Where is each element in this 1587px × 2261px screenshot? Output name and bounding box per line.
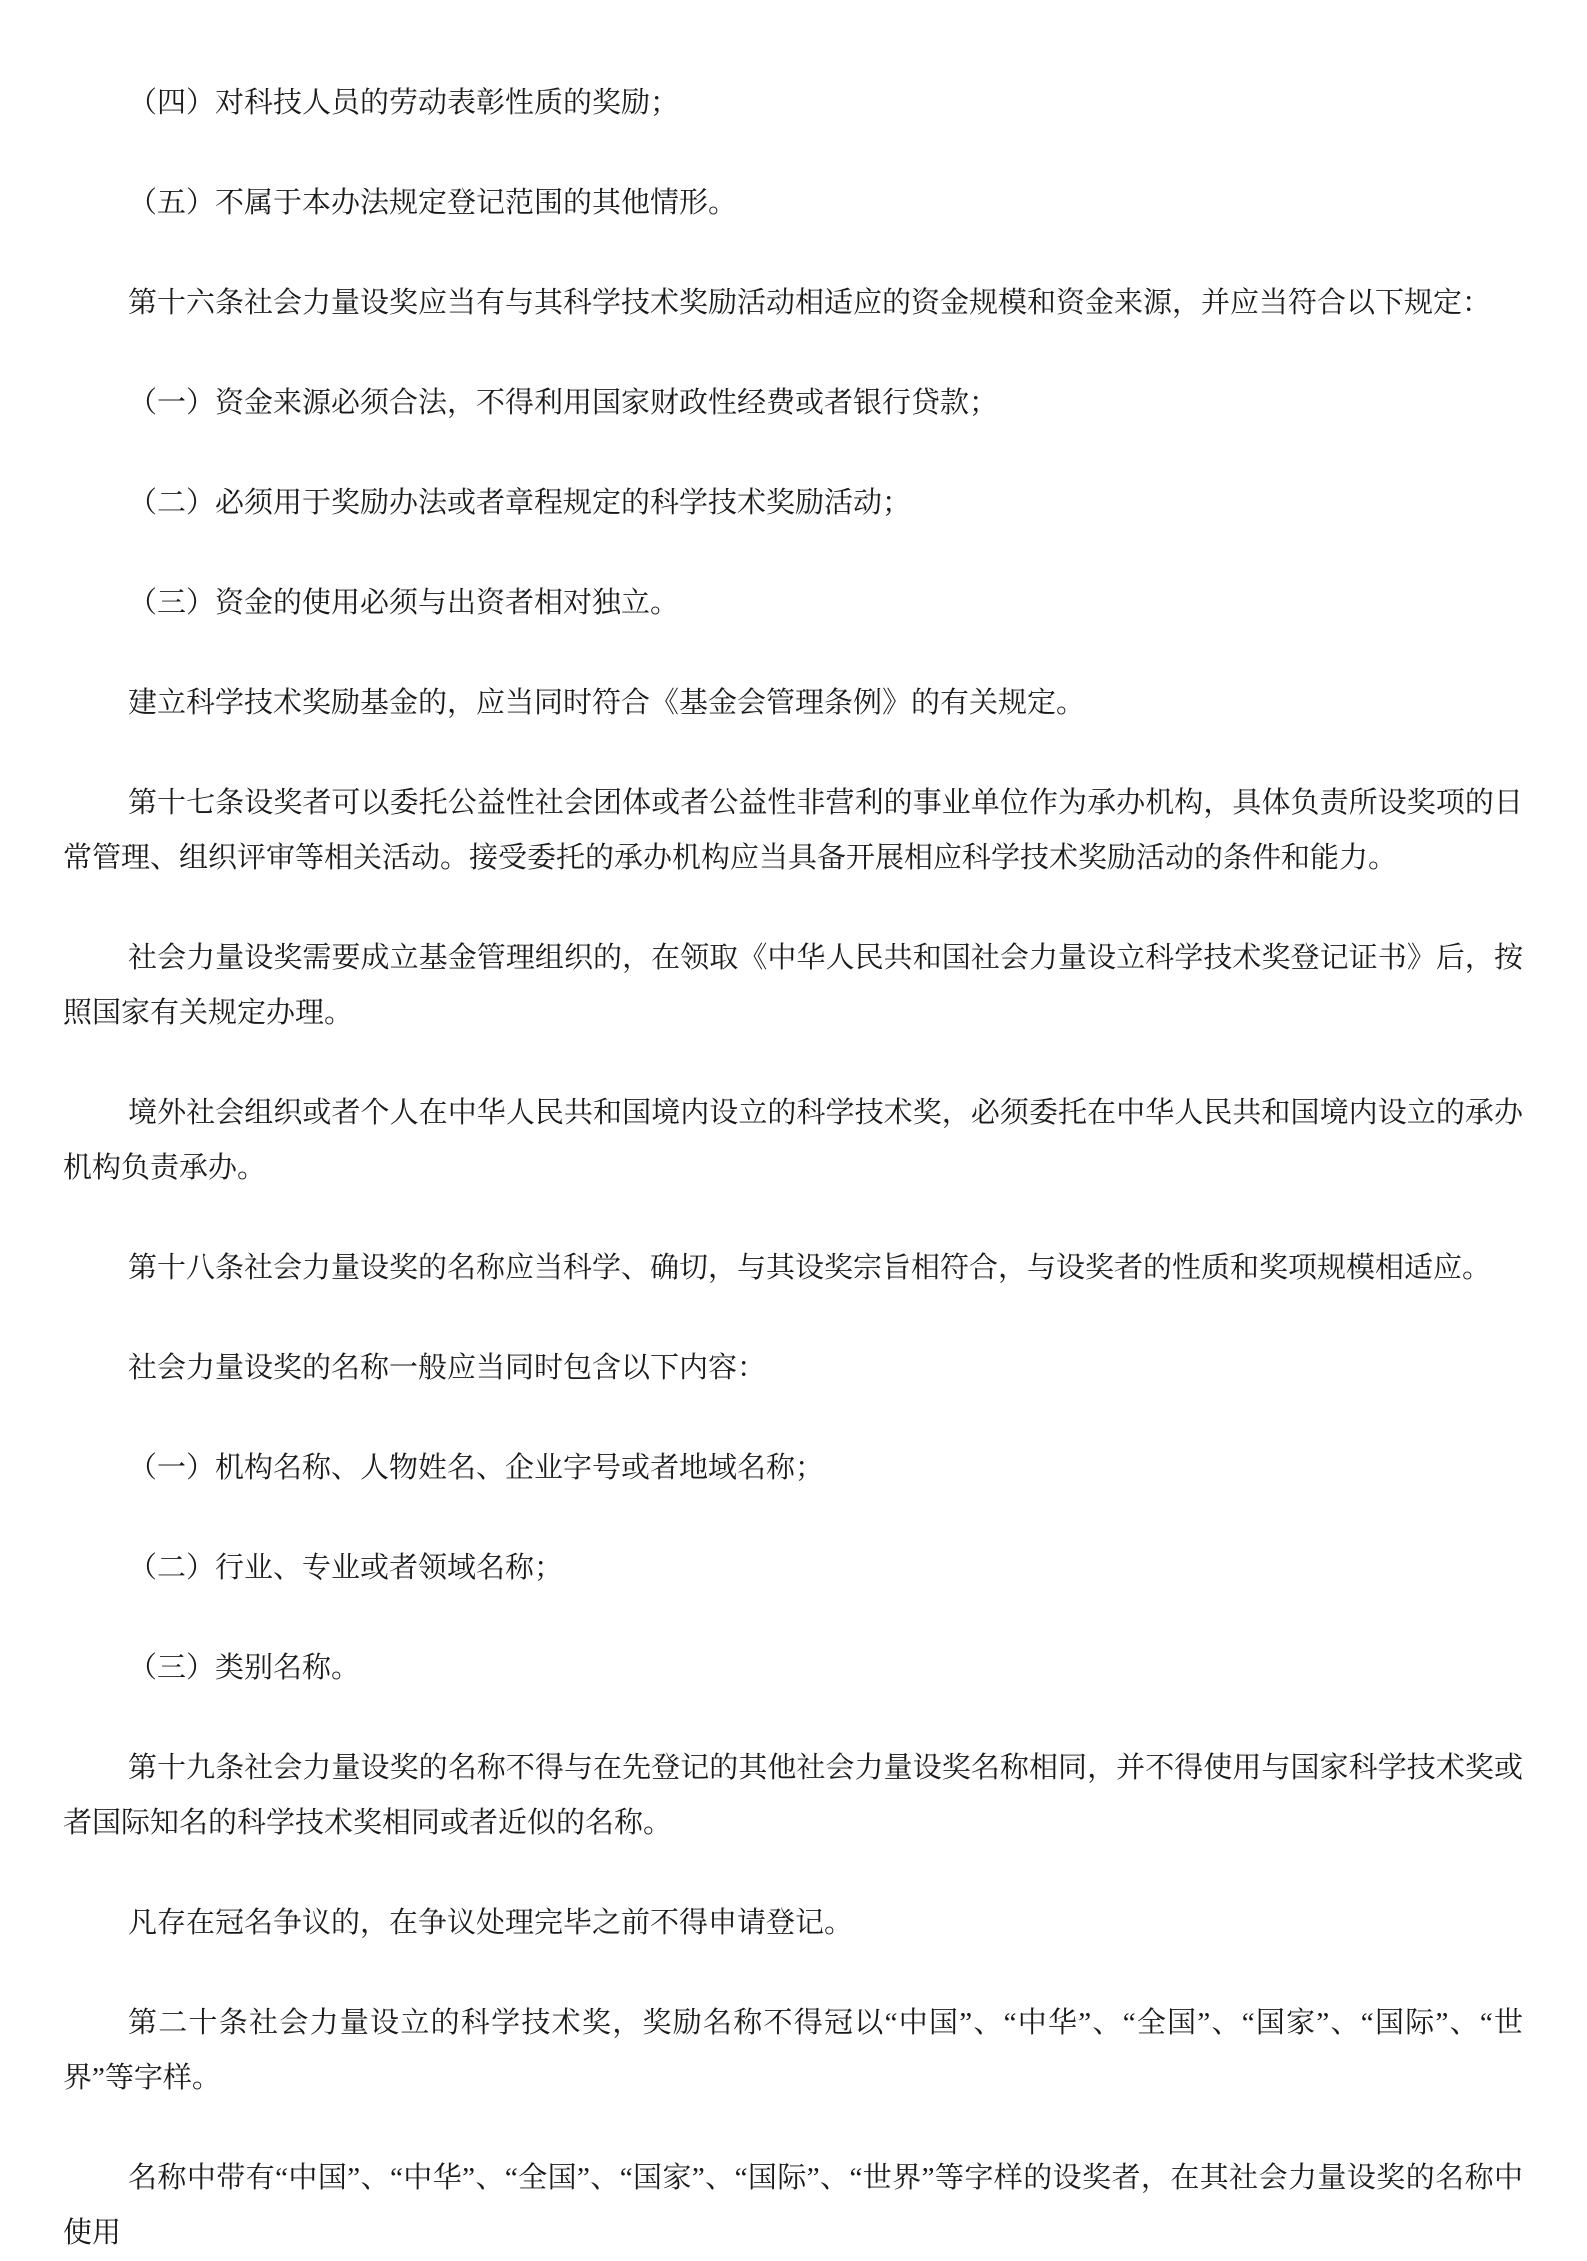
paragraph-article-17-fund-org: 社会力量设奖需要成立基金管理组织的，在领取《中华人民共和国社会力量设立科学技术奖登记证书》后，按照国家有关规定办理。 [63, 942, 1523, 1029]
paragraph-article-18-item-2: （二）行业、专业或者领域名称； [128, 1552, 564, 1584]
paragraph-article-20-continued: 名称中带有“中国”、“中华”、“全国”、“国家”、“国际”、“世界”等字样的设奖者，在其社会力量设奖的名称中使用 [63, 2162, 1523, 2249]
paragraph-article-18: 第十八条社会力量设奖的名称应当科学、确切，与其设奖宗旨相符合，与设奖者的性质和奖项规模相适应。 [128, 1252, 1492, 1284]
paragraph-article-17: 第十七条设奖者可以委托公益性社会团体或者公益性非营利的事业单位作为承办机构，具体负责所设奖项的日常管理、组织评审等相关活动。接受委托的承办机构应当具备开展相应科学技术奖励活动的条件和能力。 [63, 787, 1523, 874]
paragraph-article-18-item-3: （三）类别名称。 [128, 1652, 361, 1684]
paragraph-article-18-name-contents: 社会力量设奖的名称一般应当同时包含以下内容： [128, 1352, 767, 1384]
paragraph-article-16-item-1: （一）资金来源必须合法，不得利用国家财政性经费或者银行贷款； [128, 387, 999, 419]
paragraph-article-20: 第二十条社会力量设立的科学技术奖，奖励名称不得冠以“中国”、“中华”、“全国”、“国家”、“国际”、“世界”等字样。 [63, 2007, 1523, 2094]
paragraph-article-18-item-1: （一）机构名称、人物姓名、企业字号或者地域名称； [128, 1452, 825, 1484]
paragraph-fund-rule: 建立科学技术奖励基金的，应当同时符合《基金会管理条例》的有关规定。 [128, 687, 1086, 719]
paragraph-article-19: 第十九条社会力量设奖的名称不得与在先登记的其他社会力量设奖名称相同，并不得使用与国家科学技术奖或者国际知名的科学技术奖相同或者近似的名称。 [63, 1752, 1523, 1839]
paragraph-item-5: （五）不属于本办法规定登记范围的其他情形。 [128, 187, 738, 219]
paragraph-item-4: （四）对科技人员的劳动表彰性质的奖励； [128, 87, 680, 119]
paragraph-article-17-overseas: 境外社会组织或者个人在中华人民共和国境内设立的科学技术奖，必须委托在中华人民共和国境内设立的承办机构负责承办。 [63, 1097, 1523, 1184]
paragraph-article-19-dispute: 凡存在冠名争议的，在争议处理完毕之前不得申请登记。 [128, 1907, 854, 1939]
paragraph-article-16-item-3: （三）资金的使用必须与出资者相对独立。 [128, 587, 680, 619]
paragraph-article-16-item-2: （二）必须用于奖励办法或者章程规定的科学技术奖励活动； [128, 487, 912, 519]
paragraph-article-16: 第十六条社会力量设奖应当有与其科学技术奖励活动相适应的资金规模和资金来源，并应当符合以下规定： [128, 287, 1492, 319]
